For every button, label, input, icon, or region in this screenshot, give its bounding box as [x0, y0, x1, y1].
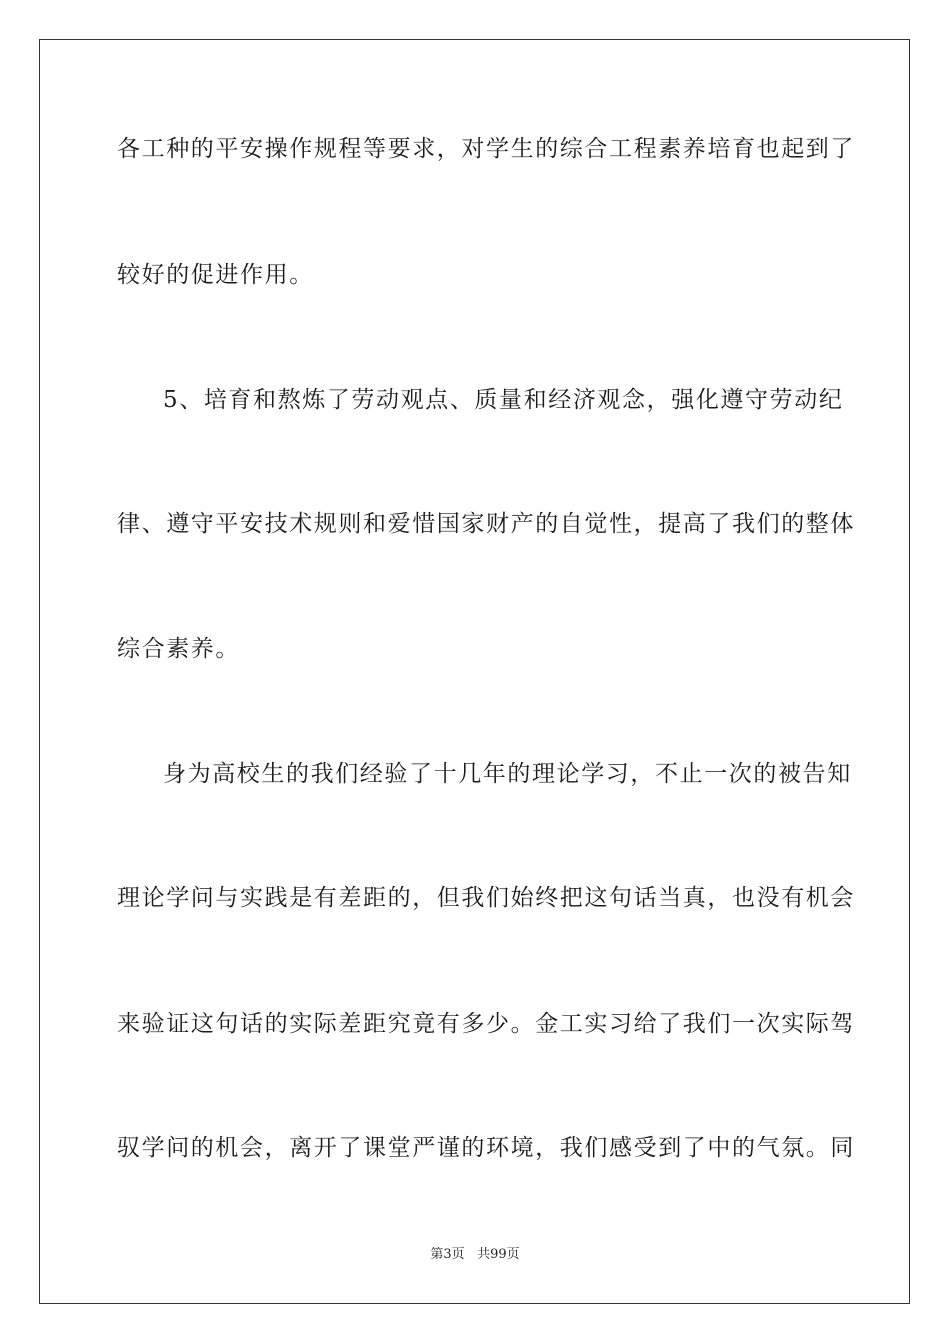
text-line: 律、遵守平安技术规则和爱惜国家财产的自觉性，提高了我们的整体: [117, 511, 855, 537]
page-border: [39, 39, 910, 1304]
text-line: 综合素养。: [117, 636, 240, 662]
text-line: 较好的促进作用。: [117, 262, 314, 288]
text-line: 来验证这句话的实际差距究竟有多少。金工实习给了我们一次实际驾: [117, 1011, 855, 1037]
page-number: 第3页: [430, 1247, 465, 1262]
text-line: 理论学问与实践是有差距的，但我们始终把这句话当真，也没有机会: [117, 885, 855, 911]
page-footer: [0, 1246, 950, 1264]
page-total: 共99页: [477, 1247, 520, 1262]
text-line: 身为高校生的我们经验了十几年的理论学习，不止一次的被告知: [163, 761, 852, 787]
text-line: 5、培育和熬炼了劳动观点、质量和经济观念，强化遵守劳动纪: [163, 387, 844, 413]
text-line: 各工种的平安操作规程等要求，对学生的综合工程素养培育也起到了: [117, 136, 855, 162]
text-line: 驭学问的机会，离开了课堂严谨的环境，我们感受到了中的气氛。同: [117, 1135, 855, 1161]
